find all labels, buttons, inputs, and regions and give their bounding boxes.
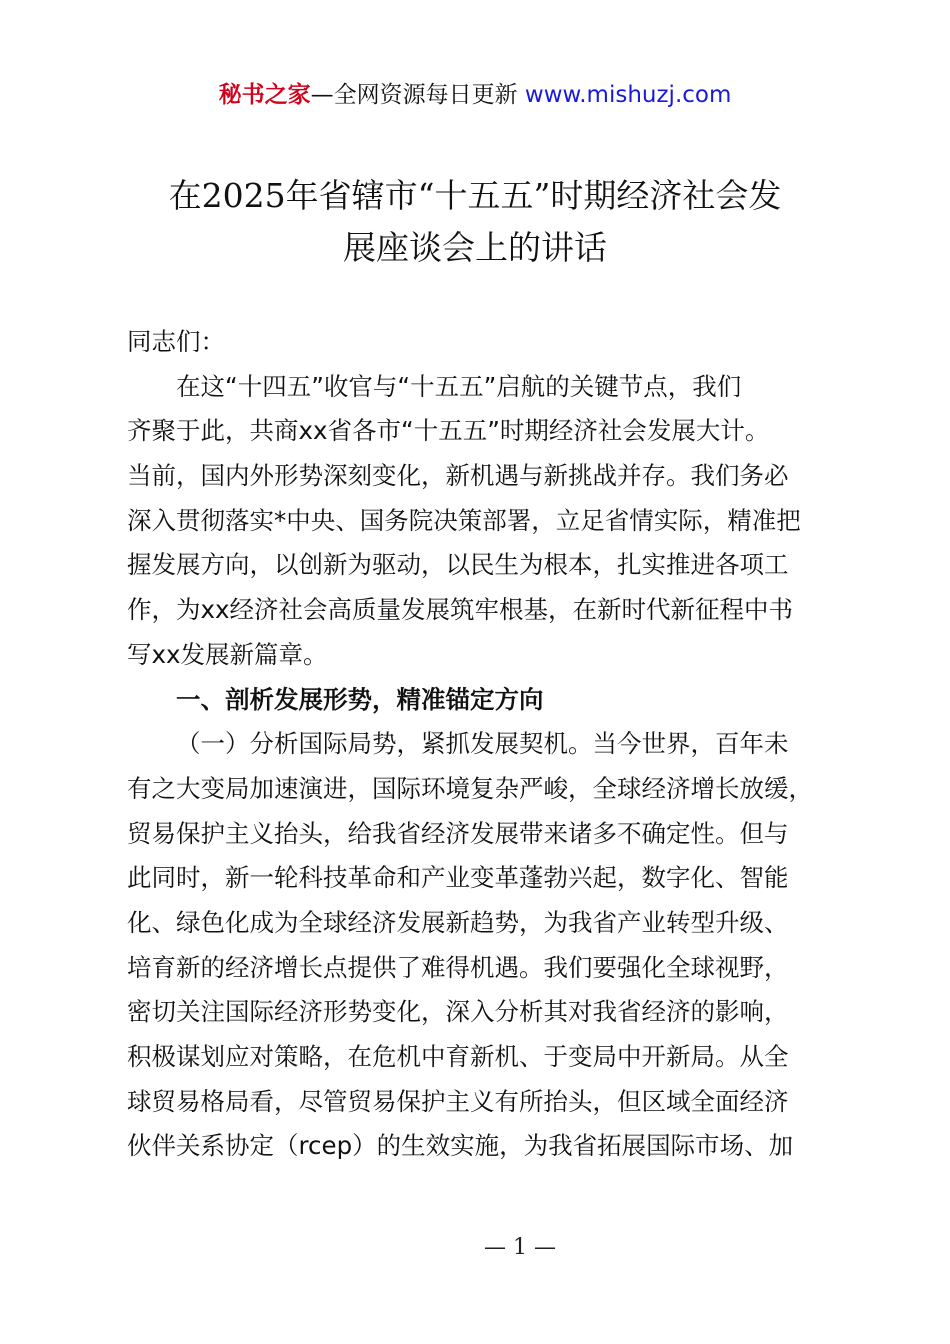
paragraph-line: 贸易保护主义抬头，给我省经济发展带来诸多不确定性。但与 bbox=[127, 818, 789, 848]
paragraph-line: 此同时，新一轮科技革命和产业变革蓬勃兴起，数字化、智能 bbox=[127, 863, 789, 893]
paragraph-line: 密切关注国际经济形势变化，深入分析其对我省经济的影响， bbox=[127, 997, 789, 1027]
site-header bbox=[0, 78, 950, 112]
paragraph-line: 培育新的经济增长点提供了难得机遇。我们要强化全球视野， bbox=[127, 952, 789, 982]
paragraph-line: 当前，国内外形势深刻变化，新机遇与新挑战并存。我们务必 bbox=[127, 461, 789, 491]
paragraph-line: 伙伴关系协定（rcep）的生效实施，为我省拓展国际市场、加 bbox=[127, 1131, 794, 1161]
document-title bbox=[0, 170, 950, 274]
paragraph-line: 化、绿色化成为全球经济发展新趋势，为我省产业转型升级、 bbox=[127, 907, 789, 937]
site-url-link[interactable]: www.mishuzj.com bbox=[524, 82, 732, 108]
paragraph-line: 积极谋划应对策略，在危机中育新机、于变局中开新局。从全 bbox=[127, 1042, 789, 1071]
paragraph-line: （一）分析国际局势，紧抓发展契机。当今世界，百年未 bbox=[176, 729, 789, 759]
greeting: 同志们： bbox=[127, 327, 225, 356]
paragraph-line: 握发展方向，以创新为驱动，以民生为根本，扎实推进各项工 bbox=[127, 550, 789, 580]
brand-name: 秘书之家 bbox=[218, 82, 311, 108]
document-body bbox=[127, 320, 847, 1169]
title-line-2: 展座谈会上的讲话 bbox=[343, 228, 607, 267]
paragraph-line: 在这“十四五”收官与“十五五”启航的关键节点，我们 bbox=[176, 371, 742, 401]
paragraph-line: 球贸易格局看，尽管贸易保护主义有所抬头，但区域全面经济 bbox=[127, 1086, 789, 1116]
page-number: — 1 — bbox=[484, 1235, 556, 1260]
section-heading: 一、剖析发展形势，精准锚定方向 bbox=[176, 684, 544, 714]
paragraph-line: 作，为xx经济社会高质量发展筑牢根基，在新时代新征程中书 bbox=[127, 595, 793, 625]
paragraph-line: 写xx发展新篇章。 bbox=[127, 639, 328, 669]
paragraph-line: 深入贯彻落实*中央、国务院决策部署，立足省情实际，精准把 bbox=[127, 505, 801, 535]
paragraph-line: 有之大变局加速演进，国际环境复杂严峻，全球经济增长放缓， bbox=[127, 773, 813, 803]
paragraph-line: 齐聚于此，共商xx省各市“十五五”时期经济社会发展大计。 bbox=[127, 416, 770, 446]
header-tagline: —全网资源每日更新 bbox=[310, 82, 525, 108]
title-line-1: 在2025年省辖市“十五五”时期经济社会发 bbox=[168, 176, 782, 215]
